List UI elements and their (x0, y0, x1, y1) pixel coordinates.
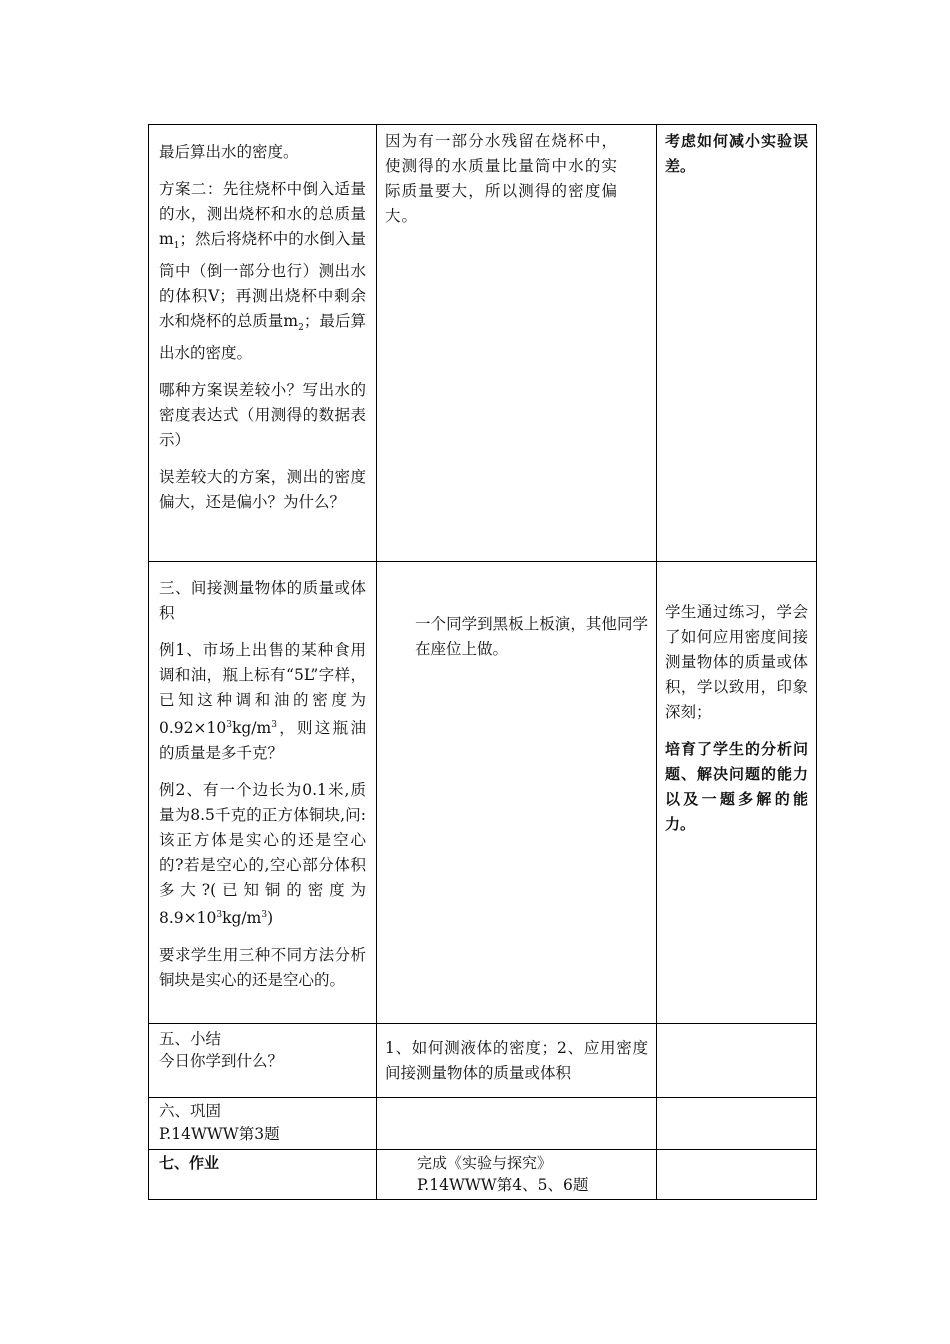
section-heading: 五、小结 (159, 1030, 222, 1048)
paragraph: 例1、市场上出售的某种食用调和油，瓶上标有“5L”字样，已知这种调和油的密度为$0.92\times 10^3kg/m^3$，则这瓶油的质量是多千克？ (159, 641, 366, 763)
paragraph: P.14WWW第3题 (159, 1125, 280, 1143)
paragraph: 要求学生用三种不同方法分析铜块是实心的还是空心的。 (159, 946, 366, 990)
activity-cell (377, 1024, 657, 1098)
paragraph: 培育了学生的分析问题、解决问题的能力以及一题多解的能力。 (665, 740, 808, 833)
activity-cell (377, 1150, 657, 1200)
content-cell (149, 562, 377, 1024)
content-cell (149, 125, 377, 562)
paragraph: 学生通过练习，学会了如何应用密度间接测量物体的质量或体积，学以致用，印象深刻； (665, 603, 808, 721)
table-row (149, 1024, 817, 1098)
table-row (149, 1150, 817, 1200)
lesson-plan-table (148, 124, 817, 1200)
content-cell (149, 1098, 377, 1150)
purpose-cell (657, 562, 817, 1024)
activity-cell (377, 562, 657, 1024)
table-row (149, 562, 817, 1024)
paragraph: 完成《实验与探究》 (417, 1154, 553, 1172)
paragraph: 今日你学到什么？ (159, 1052, 284, 1070)
paragraph: 方案二：先往烧杯中倒入适量的水，测出烧杯和水的总质量$m_1$；然后将烧杯中的水倒入量筒中（倒一部分也行）测出水的体积V；再测出烧杯中剩余水和烧杯的总质量$m_2$；最后算出水的密度。 (159, 180, 366, 363)
paragraph: 哪种方案误差较小？写出水的密度表达式（用测得的数据表示） (159, 381, 366, 450)
paragraph: 误差较大的方案，测出的密度偏大，还是偏小？为什么？ (159, 468, 366, 512)
content-cell (149, 1150, 377, 1200)
purpose-cell (657, 1098, 817, 1150)
paragraph: 考虑如何减小实验误差。 (665, 132, 808, 175)
content-cell (149, 1024, 377, 1098)
section-heading: 六、巩固 (159, 1102, 222, 1120)
purpose-cell (657, 1150, 817, 1200)
purpose-cell (657, 125, 817, 562)
activity-cell (377, 125, 657, 562)
paragraph: 一个同学到黑板上板演，其他同学在座位上做。 (415, 615, 648, 658)
paragraph: 1、如何测液体的密度；2、应用密度间接测量物体的质量或体积 (385, 1039, 648, 1082)
paragraph: 例2、有一个边长为0.1米,质量为8.5千克的正方体铜块,问:该正方体是实心的还是空心的?若是空心的,空心部分体积多大?(已知铜的密度为$8.9\times 10^3kg/m^3$) (159, 781, 366, 928)
activity-cell (377, 1098, 657, 1150)
paragraph: 因为有一部分水残留在烧杯中，使测得的水质量比量筒中水的实际质量要大，所以测得的密度偏大。 (385, 132, 618, 225)
paragraph: P.14WWW第4、5、6题 (417, 1176, 589, 1194)
section-heading: 三、间接测量物体的质量或体积 (159, 579, 366, 622)
section-heading: 七、作业 (159, 1154, 220, 1172)
purpose-cell (657, 1024, 817, 1098)
table-row (149, 1098, 817, 1150)
paragraph: 最后算出水的密度。 (159, 143, 299, 161)
table-row (149, 125, 817, 562)
